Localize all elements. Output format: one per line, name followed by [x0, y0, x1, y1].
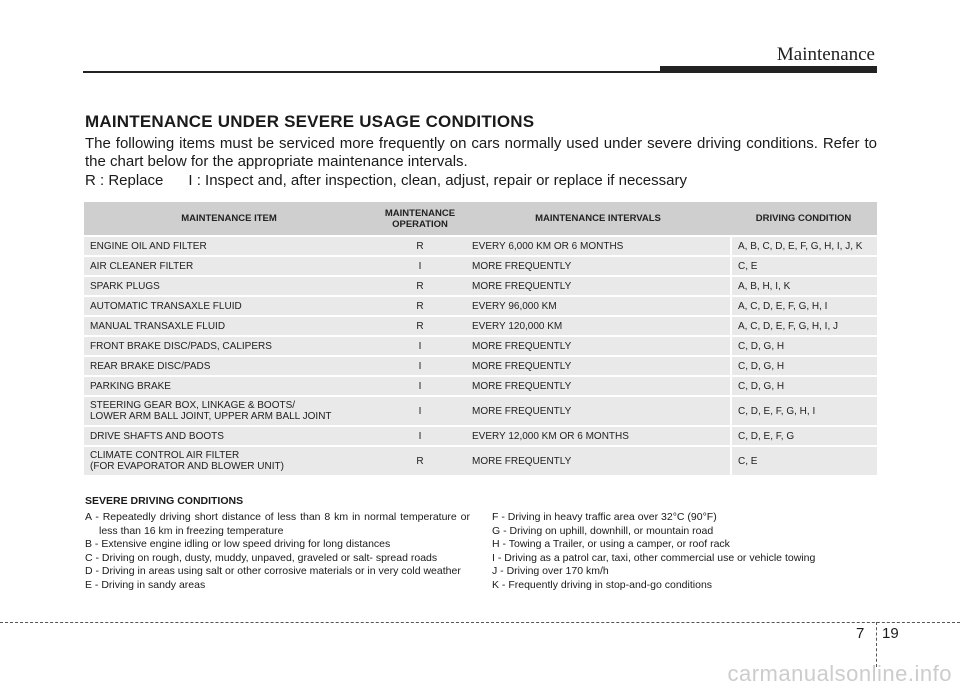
condition-item: I - Driving as a patrol car, taxi, other commercial use or vehicle towing: [492, 551, 816, 564]
condition-cell: C, D, G, H: [730, 357, 877, 375]
page-number: 19: [882, 625, 899, 642]
table-row: [84, 277, 877, 295]
header-operation: MAINTENANCE OPERATION: [374, 202, 466, 235]
interval-cell: MORE FREQUENTLY: [466, 357, 730, 375]
item-cell: ENGINE OIL AND FILTER: [84, 237, 374, 255]
item-cell: DRIVE SHAFTS AND BOOTS: [84, 427, 374, 445]
table-row: [84, 357, 877, 375]
chapter-number: 7: [856, 625, 865, 642]
table-row: [84, 427, 877, 445]
interval-cell: MORE FREQUENTLY: [466, 447, 730, 475]
condition-item: E - Driving in sandy areas: [85, 578, 206, 591]
condition-item: C - Driving on rough, dusty, muddy, unpaved, graveled or salt- spread roads: [85, 551, 438, 564]
condition-item: J - Driving over 170 km/h: [492, 565, 609, 577]
operation-cell: R: [374, 237, 466, 255]
condition-item: A - Repeatedly driving short distance of less than 8 km in normal temperature or less than 16 km in freezing temperature: [85, 511, 470, 537]
section-title: MAINTENANCE UNDER SEVERE USAGE CONDITIONS: [85, 112, 535, 131]
condition-item: H - Towing a Trailer, or using a camper, or roof rack: [492, 538, 730, 550]
header-condition: DRIVING CONDITION: [730, 202, 877, 235]
item-cell: AUTOMATIC TRANSAXLE FLUID: [84, 297, 374, 315]
condition-cell: C, D, G, H: [730, 337, 877, 355]
operation-cell: I: [374, 357, 466, 375]
table-row: [84, 397, 877, 425]
interval-cell: EVERY 12,000 KM OR 6 MONTHS: [466, 427, 730, 445]
operation-cell: R: [374, 317, 466, 335]
conditions-title: SEVERE DRIVING CONDITIONS: [85, 495, 244, 507]
condition-item: G - Driving on uphill, downhill, or mountain road: [492, 524, 714, 537]
operation-cell: R: [374, 447, 466, 475]
operation-cell: R: [374, 297, 466, 315]
table-body: [84, 237, 877, 475]
conditions-right-column: [492, 511, 877, 592]
operation-cell: I: [374, 257, 466, 275]
interval-cell: EVERY 96,000 KM: [466, 297, 730, 315]
item-cell: CLIMATE CONTROL AIR FILTER (FOR EVAPORATOR AND BLOWER UNIT): [84, 447, 374, 475]
header-rule: [83, 71, 663, 73]
item-cell: REAR BRAKE DISC/PADS: [84, 357, 374, 375]
operation-cell: I: [374, 397, 466, 425]
conditions-left-column: [85, 511, 470, 592]
condition-cell: C, D, G, H: [730, 377, 877, 395]
operation-legend: R : Replace I : Inspect and, after inspection, clean, adjust, repair or replace if necessary: [85, 172, 687, 189]
item-cell: STEERING GEAR BOX, LINKAGE & BOOTS/ LOWER ARM BALL JOINT, UPPER ARM BALL JOINT: [84, 397, 374, 425]
intro-paragraph: The following items must be serviced more frequently on cars normally used under severe driving conditions. Refer to the chart below for the appropriate maintenance intervals.: [85, 135, 877, 170]
table-row: [84, 257, 877, 275]
header-rule-bar: [660, 66, 877, 73]
watermark: carmanualsonline.info: [727, 661, 952, 686]
item-cell: FRONT BRAKE DISC/PADS, CALIPERS: [84, 337, 374, 355]
item-cell: SPARK PLUGS: [84, 277, 374, 295]
footer-divider: [0, 622, 960, 623]
condition-cell: C, E: [730, 447, 877, 475]
table-row: [84, 237, 877, 255]
table-row: [84, 337, 877, 355]
interval-cell: MORE FREQUENTLY: [466, 377, 730, 395]
condition-cell: C, D, E, F, G: [730, 427, 877, 445]
operation-cell: I: [374, 427, 466, 445]
header-item: MAINTENANCE ITEM: [84, 202, 374, 235]
operation-cell: I: [374, 377, 466, 395]
condition-item: B - Extensive engine idling or low speed driving for long distances: [85, 538, 391, 550]
header-intervals: MAINTENANCE INTERVALS: [466, 202, 730, 235]
condition-cell: A, C, D, E, F, G, H, I: [730, 297, 877, 315]
interval-cell: EVERY 120,000 KM: [466, 317, 730, 335]
interval-cell: MORE FREQUENTLY: [466, 257, 730, 275]
condition-item: F - Driving in heavy traffic area over 32°C (90°F): [492, 511, 717, 523]
item-cell: MANUAL TRANSAXLE FLUID: [84, 317, 374, 335]
table-row: [84, 317, 877, 335]
table-row: [84, 447, 877, 475]
condition-cell: C, E: [730, 257, 877, 275]
interval-cell: MORE FREQUENTLY: [466, 277, 730, 295]
chapter-title: Maintenance: [776, 44, 875, 65]
operation-cell: R: [374, 277, 466, 295]
maintenance-table: [84, 200, 877, 477]
table-row: [84, 297, 877, 315]
condition-item: D - Driving in areas using salt or other corrosive materials or in very cold weather: [85, 565, 461, 577]
item-cell: AIR CLEANER FILTER: [84, 257, 374, 275]
interval-cell: MORE FREQUENTLY: [466, 397, 730, 425]
condition-cell: A, B, H, I, K: [730, 277, 877, 295]
operation-cell: I: [374, 337, 466, 355]
condition-item: K - Frequently driving in stop-and-go conditions: [492, 578, 713, 591]
interval-cell: EVERY 6,000 KM OR 6 MONTHS: [466, 237, 730, 255]
condition-cell: C, D, E, F, G, H, I: [730, 397, 877, 425]
condition-cell: A, B, C, D, E, F, G, H, I, J, K: [730, 237, 877, 255]
item-cell: PARKING BRAKE: [84, 377, 374, 395]
table-row: [84, 377, 877, 395]
interval-cell: MORE FREQUENTLY: [466, 337, 730, 355]
condition-cell: A, C, D, E, F, G, H, I, J: [730, 317, 877, 335]
table-header-row: [84, 202, 877, 235]
